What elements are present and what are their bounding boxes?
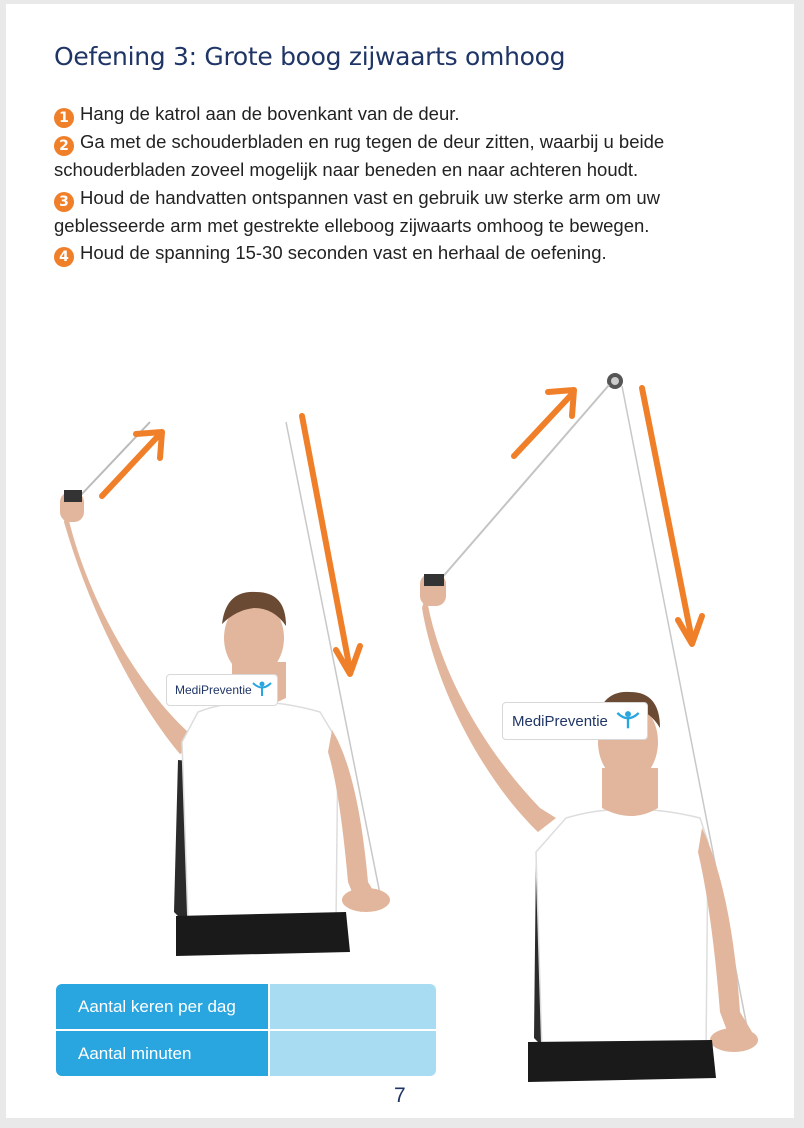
step-1 (54, 100, 764, 128)
page-title: Oefening 3: Grote boog zijwaarts omhoog (54, 42, 566, 71)
arrow-up-icon (514, 390, 574, 456)
instruction-list (54, 100, 764, 267)
step-number-badge: 2 (54, 136, 74, 156)
step-3 (54, 184, 764, 240)
step-text: Houd de handvatten ontspannen vast en gebruik uw sterke arm om uw geblesseerde arm met gestrekte elleboog zijwaarts omhoog te bewegen. (54, 186, 661, 236)
step-text: Houd de spanning 15-30 seconden vast en herhaal de oefening. (80, 242, 607, 263)
logo-figure-icon (251, 680, 273, 698)
logo-figure-icon (615, 709, 641, 731)
table-row-label: Aantal keren per dag (56, 984, 268, 1029)
step-text: Ga met de schouderbladen en rug tegen de deur zitten, waarbij u beide schouderbladen zoveel mogelijk naar beneden en naar achteren houdt. (54, 131, 665, 180)
exercise-photo-start (50, 412, 410, 962)
brand-logo (166, 674, 278, 706)
minutes-field[interactable] (270, 1031, 436, 1076)
step-text: Hang de katrol aan de bovenkant van de deur. (80, 103, 460, 124)
step-number-badge: 3 (54, 192, 74, 212)
page (6, 4, 794, 1118)
table-row-label: Aantal minuten (56, 1031, 268, 1076)
step-2 (54, 128, 764, 184)
step-4 (54, 239, 764, 267)
exercise-frequency-table (56, 984, 436, 1076)
brand-logo (502, 702, 648, 740)
exercise-photo-raised (406, 372, 766, 1084)
brand-logo-text: MediPreventie (512, 713, 608, 730)
brand-logo-text: MediPreventie (175, 683, 252, 697)
arrow-down-icon (642, 388, 702, 644)
times-per-day-field[interactable] (270, 984, 436, 1029)
step-number-badge: 4 (54, 247, 74, 267)
page-number: 7 (394, 1084, 406, 1107)
step-number-badge: 1 (54, 108, 74, 128)
